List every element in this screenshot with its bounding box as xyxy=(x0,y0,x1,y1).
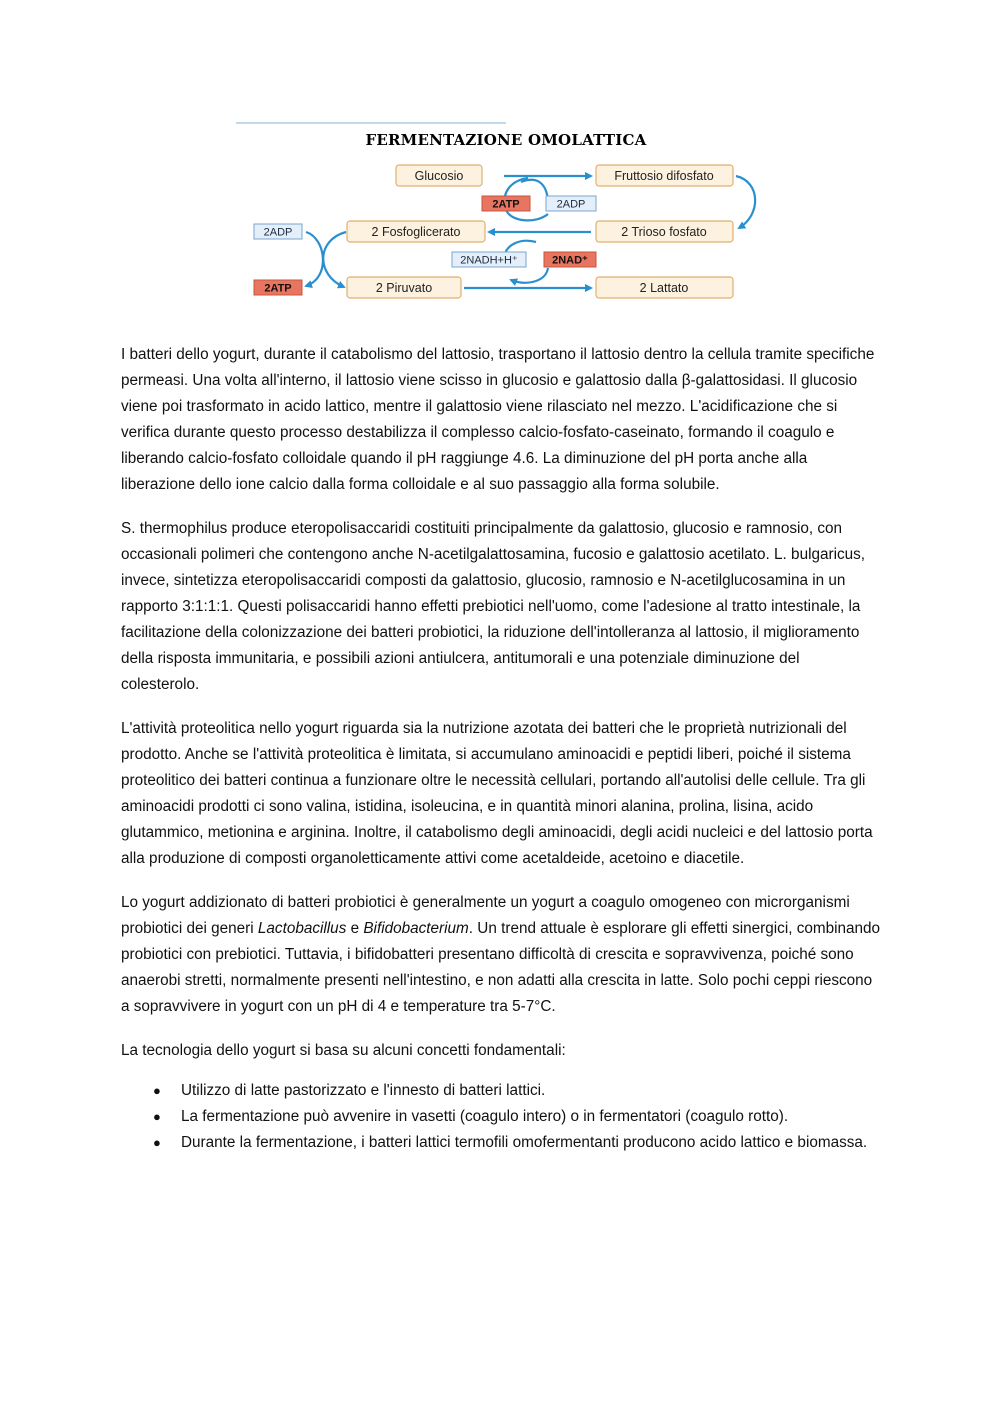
label-nad: 2NAD⁺ xyxy=(552,254,588,267)
arrow-adp-atp-left xyxy=(306,232,323,286)
list-item xyxy=(121,1078,881,1104)
probiotic-text-before: Lo yogurt addizionato di batteri probiotici è generalmente un yogurt a coagulo omogeneo con microrganismi probiotici dei generi xyxy=(121,894,850,937)
arrow-fruttosio-trioso xyxy=(736,176,755,228)
label-fruttosio-difosfato: Fruttosio difosfato xyxy=(614,169,714,183)
arrow-fosfoglicerato-piruvato xyxy=(323,232,346,287)
label-glucosio: Glucosio xyxy=(414,169,464,183)
label-lattato: 2 Lattato xyxy=(639,281,689,295)
label-nadh: 2NADH+H⁺ xyxy=(460,254,518,267)
probiotic-text-mid: e xyxy=(346,920,364,937)
paragraph-probiotici xyxy=(121,890,881,1020)
bullet-icon: ● xyxy=(153,1083,161,1098)
fermentation-diagram-svg xyxy=(236,120,776,320)
list-item xyxy=(121,1104,881,1130)
technology-intro: La tecnologia dello yogurt si basa su alcuni concetti fondamentali: xyxy=(121,1042,566,1059)
label-adp-top: 2ADP xyxy=(556,198,586,211)
technology-list xyxy=(121,1078,881,1156)
genus-bifidobacterium: Bifidobacterium xyxy=(363,920,469,937)
fermentation-diagram xyxy=(236,120,776,320)
body-text xyxy=(121,342,881,1156)
list-item-text: Utilizzo di latte pastorizzato e l'innesto di batteri lattici. xyxy=(181,1082,546,1099)
label-fosfoglicerato: 2 Fosfoglicerato xyxy=(371,225,461,239)
label-adp-left: 2ADP xyxy=(263,226,293,239)
probiotic-text-after: . Un trend attuale è esplorare gli effetti sinergici, combinando probiotici con prebiotici. Tuttavia, i bifidobatteri presentano difficoltà di crescita e sopravvivenza, poiché sono anaerobi stretti, normalmente presenti nell'intestino, e non adatti alla crescita in latte. Solo pochi ceppi riescono a sopravvivere in yogurt con un pH di 4 e temperature tra 5-7°C. xyxy=(121,920,881,1015)
list-item xyxy=(121,1130,881,1156)
paragraph-proteolisi: L'attività proteolitica nello yogurt riguarda sia la nutrizione azotata dei batteri che le proprietà nutrizionali del prodotto. Anche se l'attività proteolitica è limitata, si accumulano aminoacidi e peptidi liberi, poiché il sistema proteolitico dei batteri continua a funzionare oltre le necessità cellulari, portando all'autolisi delle cellule. Tra gli aminoacidi prodotti ci sono valina, istidina, isoleucina, e in quantità minori alanina, prolina, lisina, acido glutammico, metionina e arginina. Inoltre, il catabolismo degli aminoacidi, degli acidi nucleici e del lattosio porta alla produzione di composti organoletticamente attivi come acetaldeide, acetoino e diacetile. xyxy=(121,720,873,867)
arrow-nad-cycle-bottom xyxy=(511,268,548,283)
genus-lactobacillus: Lactobacillus xyxy=(257,920,347,937)
paragraph-eteropolisaccaridi: S. thermophilus produce eteropolisaccaridi costituiti principalmente da galattosio, glucosio e ramnosio, con occasionali polimeri che contengono anche N-acetilgalattosamina, fucosio e galattosio acetilato. L. bulgaricus, invece, sintetizza eteropolisaccaridi composti da galattosio, glucosio, ramnosio e N-acetilglucosamina in un rapporto 3:1:1:1. Questi polisaccaridi hanno effetti prebiotici nell'uomo, come l'adesione al tratto intestinale, la facilitazione della colonizzazione dei batteri probiotici, la riduzione dell'intolleranza al lattosio, il miglioramento della risposta immunitaria, e possibili azioni antiulcera, antitumorali e una potenziale diminuzione del colesterolo. xyxy=(121,520,866,693)
bullet-icon: ● xyxy=(153,1109,161,1124)
bullet-icon: ● xyxy=(153,1135,161,1150)
label-trioso-fosfato: 2 Trioso fosfato xyxy=(621,225,707,239)
arrow-atp-cycle-bottom xyxy=(506,210,548,220)
paragraph-catabolismo: I batteri dello yogurt, durante il catabolismo del lattosio, trasportano il lattosio dentro la cellula tramite specifiche permeasi. Una volta all'interno, il lattosio viene scisso in glucosio e galattosio dalla β-galattosidasi. Il glucosio viene poi trasformato in acido lattico, mentre il galattosio viene rilasciato nel mezzo. L'acidificazione che si verifica durante questo processo destabilizza il complesso calcio-fosfato-caseinato, formando il coagulo e liberando calcio-fosfato colloidale quando il pH raggiunge 4.6. La diminuzione del pH porta anche alla liberazione dello ione calcio dalla forma colloidale e al suo passaggio alla forma solubile. xyxy=(121,346,875,493)
label-atp-left: 2ATP xyxy=(264,282,292,295)
label-atp-top: 2ATP xyxy=(492,198,520,211)
label-piruvato: 2 Piruvato xyxy=(375,281,433,295)
list-item-text: La fermentazione può avvenire in vasetti (coagulo intero) o in fermentatori (coagulo rotto). xyxy=(181,1108,789,1125)
list-item-text: Durante la fermentazione, i batteri lattici termofili omofermentanti producono acido lattico e biomassa. xyxy=(181,1134,868,1151)
diagram-title: FERMENTAZIONE OMOLATTICA xyxy=(365,131,647,149)
